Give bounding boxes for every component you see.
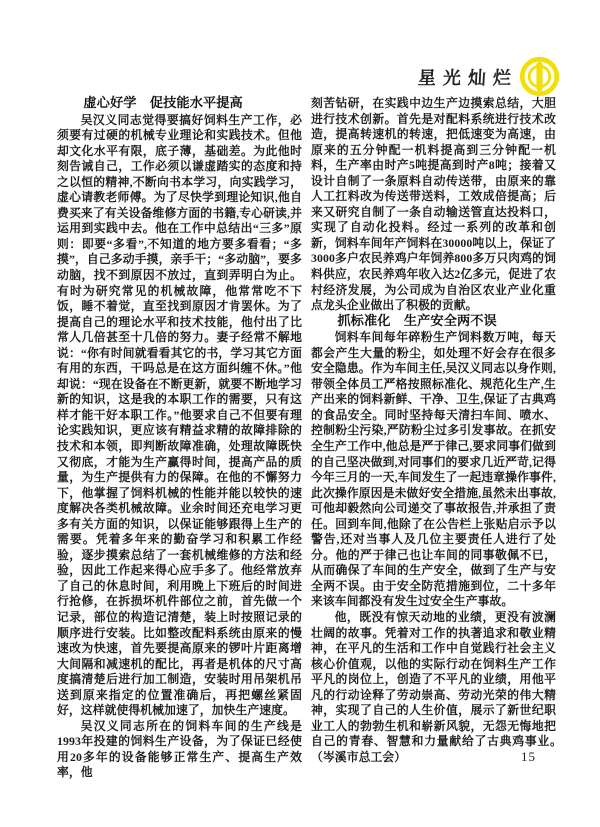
section-heading-1: 虚心好学 促技能水平提高 <box>83 96 243 111</box>
left-column <box>57 96 302 781</box>
section-heading-2: 抓标准化 生产安全两不误 <box>337 313 497 329</box>
paragraph: 他，既没有惊天动地的业绩，更没有波澜壮阔的故事。凭着对工作的执著追求和敬业精神，在平凡的生活和工作中自觉践行社会主义核心价值观，以他的实际行动在饲料生产工作平凡的岗位上，创造了不平凡的业绩，用他平凡的行动诠释了劳动崇高、劳动光荣的伟大精神，实现了自己的人生价值，展示了新世纪职业工人的勃勃生机和崭新风貌，无怨无悔地把自己的青春、智慧和力量献给了古典鸡事业。 （岑溪市总工会） <box>311 610 568 764</box>
paragraph: 吴汉义同志所在的饲料车间的生产线是1993年投建的饲料生产设备，为了保证已经使用20多年的设备能够正常生产、提高生产效率，他 <box>57 718 302 780</box>
right-column <box>311 96 568 781</box>
paragraph: 饲料车间每年碎粉生产饲料数万吨，每天都会产生大量的粉尘，如处理不好会存在很多安全隐患。作为车间主任,吴汉义同志以身作则,带领全体员工严格按照标准化、规范化生产,生产出来的饲料新鲜、干净、卫生,保证了古典鸡的食品安全。同时坚持每天清扫车间、喷水、控制粉尘污染,严防粉尘过多引发事故。在抓安全生产工作中,他总是严于律己,要求同事们做到的自己坚决做到,对同事们的要求几近严苛,记得今年三月的一天,车间发生了一起违章操作事件,此次操作原因是未做好安全措施,虽然未出事故,可他却毅然向公司递交了事故报告,并承担了责任。回到车间,他除了在公告栏上张贴启示予以警告,还对当事人及几位主要责任人进行了处分。他的严于律己也让车间的同事敬佩不已，从而确保了车间的生产安全，做到了生产与安全两不误。由于安全防范措施到位，二十多年来该车间都没有发生过安全生产事故。 <box>311 330 556 609</box>
page-header <box>418 56 560 97</box>
paragraph-continuation: 刻苦钻研，在实践中边生产边摸索总结，大胆进行技术创新。首先是对配料系统进行技术改造，提高转速机的转速，把低速变为高速，由原来的五分钟配一机料提高到三分钟配一机料，生产率由时产5吨提高到时产8吨；接着又设计自制了一条原料自动传送带，由原来的靠人工扛料改为传送带送料，工效成倍提高；后来又研究自制了一条自动输送管直达投料口，实现了自动化投料。经过一系列的改革和创新，饲料车间年产饲料在30000吨以上，保证了3000多户农民养鸡户年饲养800多万只肉鸡的饲料供应，农民养鸡年收入达2亿多元，促进了农村经济发展，为公司成为自治区农业产业化重点龙头企业做出了积极的贡献。 <box>311 96 556 313</box>
page-number: 15 <box>521 749 536 764</box>
trade-union-emblem-icon <box>519 56 560 97</box>
emblem-center-bar <box>536 62 542 92</box>
section-title: 星光灿烂 <box>417 67 519 89</box>
paragraph: 吴汉义同志觉得要搞好饲料生产工作，必须要有过硬的机械专业理论和实践技术。但他却文化水平有限，底子薄，基础差。为此他时刻告诫自己，工作必须以谦虚踏实的态度和持之以恒的精神,不断向书本学习，向实践学习，虚心请教老师傅。为了尽快学到理论知识,他自费买来了有关设备维修方面的书籍,专心研读,并运用到实践中去。他在工作中总结出“三多”原则：即要“多看”,不知道的地方要多看看；“多摸”，自己多动手摸，亲手干；“多动脑”，要多动脑，找不到原因不放过，直到弄明白为止。有时为研究常见的机械故障，他常常吃不下饭，睡不着觉，直至找到原因才肯罢休。为了提高自己的理论水平和技术技能，他付出了比常人几倍甚至十几倍的努力。妻子经常不解地说：“你有时间就看看其它的书，学习其它方面有用的东西，干吗总是在这方面纠缠不休。”他却说：“现在设备在不断更新，就要不断地学习新的知识，这是我的本职工作的需要，只有这样才能干好本职工作。”他要求自己不但要有理论实践知识，更应该有精益求精的故障排除的技术和本领，即判断故障准确，处理故障既快又彻底，才能为生产赢得时间，提高产品的质量，为生产提供有力的保障。在他的不懈努力下，他掌握了饲料机械的性能并能以较快的速度解决各类机械故障。业余时间还充电学习更多有关方面的知识，以保证能够跟得上生产的需要。凭着多年来的勤奋学习和积累工作经验，逐步摸索总结了一套机械维修的方法和经验，因此工作起来得心应手多了。他经常放弃了自己的休息时间，利用晚上下班后的时间进行抢修，在拆损坏机件部位之前，首先做一个记录，部位的构造记清楚，装上时按照记录的顺序进行安装。比如整改配料系统由原来的慢速改为快速，首先要提高原来的锣叶片距离增大间隔和减速机的配比，再者是机体的尺寸高度搞清楚后进行加工制造，安装时用吊架机吊送到原来指定的位置准确后，再把螺丝紧固好，这样就使得机械加速了，加快生产速度。 <box>57 112 302 718</box>
article-body <box>57 96 568 781</box>
